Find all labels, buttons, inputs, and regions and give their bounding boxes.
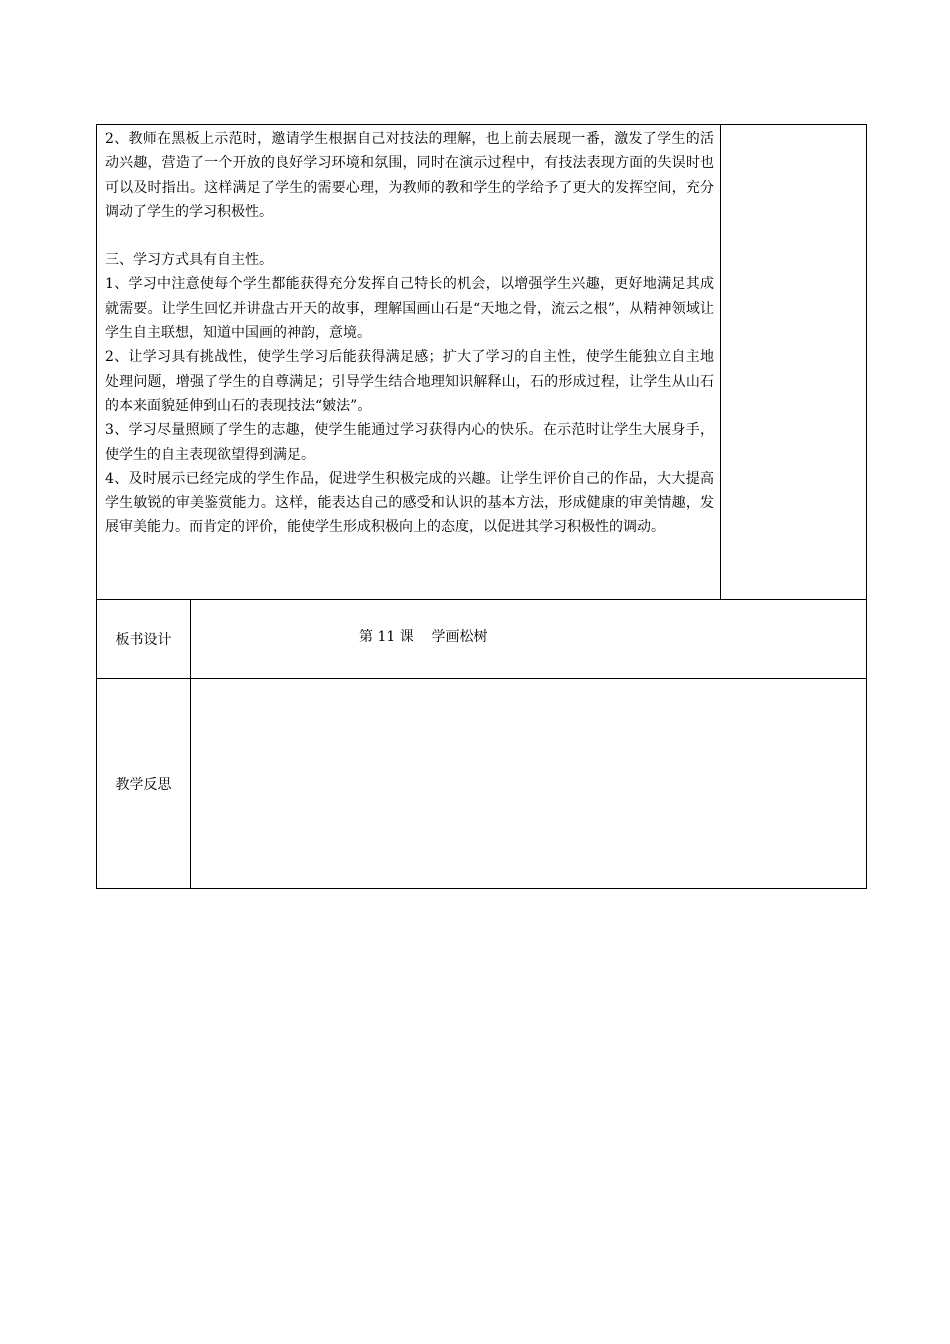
reflection-row [96, 678, 867, 889]
lesson-content-cell [97, 125, 721, 599]
paragraph-point-3: 3、学习尽量照顾了学生的志趣，使学生能通过学习获得内心的快乐。在示范时让学生大展身手，使学生的自主表现欲望得到满足。 [105, 422, 714, 463]
paragraph-teacher-demo: 2、教师在黑板上示范时，邀请学生根据自己对技法的理解，也上前去展现一番，激发了学生的活动兴趣，营造了一个开放的良好学习环境和氛围，同时在演示过程中，有技法表现方面的失误时也可以及时指出。这样满足了学生的需要心理，为教师的教和学生的学给予了更大的发挥空间，充分调动了学生的学习积极性。 [105, 131, 714, 220]
blank-line [105, 224, 714, 248]
paragraph-point-2: 2、让学习具有挑战性，使学生学习后能获得满足感；扩大了学习的自主性，使学生能独立自主地处理问题，增强了学生的自尊满足；引导学生结合地理知识解释山，石的形成过程，让学生从山石的本来面貌延伸到山石的表现技法“皴法”。 [105, 349, 714, 414]
lesson-content-block [96, 124, 867, 600]
paragraph-point-4: 4、及时展示已经完成的学生作品，促进学生积极完成的兴趣。让学生评价自己的作品，大大提高学生敏锐的审美鉴赏能力。这样，能表达自己的感受和认识的基本方法，形成健康的审美情趣，发展审美能力。而肯定的评价，能使学生形成积极向上的态度，以促进其学习积极性的调动。 [105, 470, 714, 536]
reflection-label: 教学反思 [97, 679, 191, 888]
board-design-row [96, 599, 867, 679]
board-design-label: 板书设计 [97, 600, 191, 678]
board-design-content: 第 11 课 学画松树 [359, 629, 488, 645]
paragraph-point-1: 1、学习中注意使每个学生都能获得充分发挥自己特长的机会，以增强学生兴趣，更好地满足其成就需要。让学生回忆并讲盘古开天的故事，理解国画山石是“天地之骨，流云之根”，从精神领域让学生自主联想，知道中国画的神韵，意境。 [105, 276, 714, 342]
section-heading-autonomy: 三、学习方式具有自主性。 [105, 252, 273, 269]
